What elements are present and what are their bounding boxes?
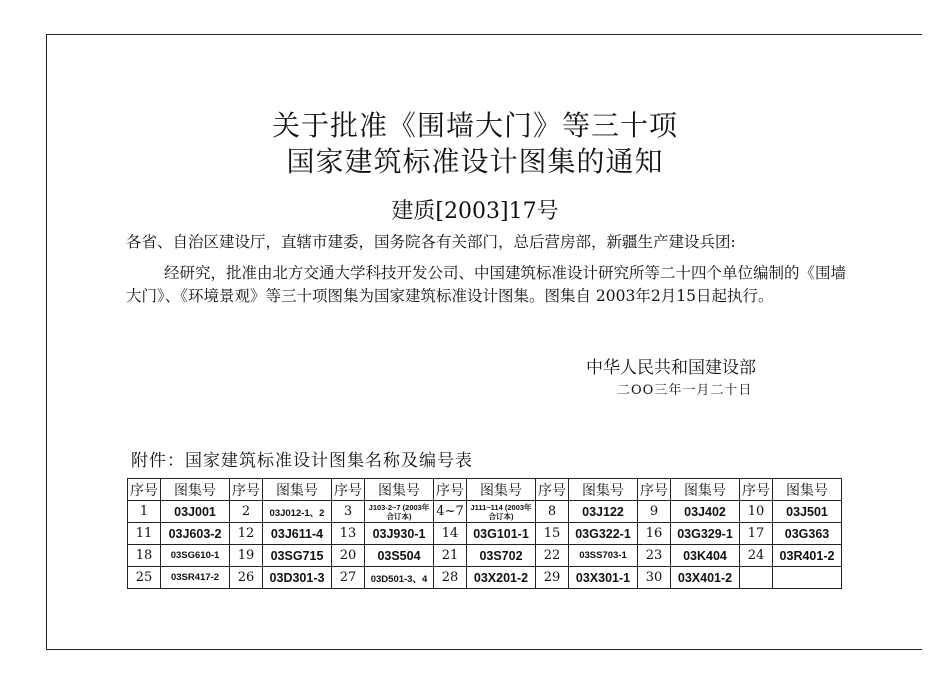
table-header-row — [128, 479, 842, 501]
cell-code: 03J122 — [569, 501, 638, 523]
cell-code: 03J402 — [671, 501, 740, 523]
cell-code: 03J611-4 — [263, 523, 332, 545]
cell-no: 13 — [332, 523, 365, 545]
header-code: 图集号 — [773, 479, 842, 501]
cell-no: 4~7 — [434, 501, 467, 523]
cell-code: 03SR417-2 — [161, 567, 230, 589]
cell-no: 12 — [230, 523, 263, 545]
header-code: 图集号 — [569, 479, 638, 501]
cell-no — [740, 567, 773, 589]
cell-code: 03X301-1 — [569, 567, 638, 589]
cell-code: 03SG715 — [263, 545, 332, 567]
table-row — [128, 567, 842, 589]
header-no: 序号 — [332, 479, 365, 501]
header-no: 序号 — [536, 479, 569, 501]
cell-code: 03J501 — [773, 501, 842, 523]
cell-code: 03SS703-1 — [569, 545, 638, 567]
cell-no: 20 — [332, 545, 365, 567]
cell-code: 03X201-2 — [467, 567, 536, 589]
table-row — [128, 545, 842, 567]
header-no: 序号 — [638, 479, 671, 501]
cell-no: 22 — [536, 545, 569, 567]
header-code: 图集号 — [161, 479, 230, 501]
cell-code: 03X401-2 — [671, 567, 740, 589]
header-no: 序号 — [230, 479, 263, 501]
cell-no: 10 — [740, 501, 773, 523]
title-line-1: 关于批准《围墙大门》等三十项 — [271, 109, 678, 142]
cell-no: 29 — [536, 567, 569, 589]
cell-code — [773, 567, 842, 589]
cell-no: 9 — [638, 501, 671, 523]
cell-no: 23 — [638, 545, 671, 567]
notice-body: 经研究，批准由北方交通大学科技开发公司、中国建筑标准设计研究所等二十四个单位编制的《围墙大门》、《环境景观》等三十项图集为国家建筑标准设计图集。图集自 2003年2月15日起执行。 — [126, 264, 847, 305]
header-code: 图集号 — [671, 479, 740, 501]
header-no: 序号 — [128, 479, 161, 501]
table-row — [128, 501, 842, 523]
cell-no: 14 — [434, 523, 467, 545]
cell-no: 16 — [638, 523, 671, 545]
header-code: 图集号 — [467, 479, 536, 501]
cell-no: 19 — [230, 545, 263, 567]
cell-code: J111~114 (2003年合订本) — [467, 501, 536, 523]
cell-code: 03J001 — [161, 501, 230, 523]
addressees: 各省、自治区建设厅，直辖市建委，国务院各有关部门，总后营房部，新疆生产建设兵团: — [126, 233, 736, 251]
header-code: 图集号 — [263, 479, 332, 501]
cell-no: 25 — [128, 567, 161, 589]
cell-no: 1 — [128, 501, 161, 523]
cell-code: 03G329-1 — [671, 523, 740, 545]
cell-no: 2 — [230, 501, 263, 523]
header-code: 图集号 — [365, 479, 434, 501]
issue-date: 二OO三年一月二十日 — [617, 383, 753, 398]
cell-code: 03G363 — [773, 523, 842, 545]
cell-code: 03K404 — [671, 545, 740, 567]
cell-no: 15 — [536, 523, 569, 545]
table-row — [128, 523, 842, 545]
cell-code: 03R401-2 — [773, 545, 842, 567]
attachment-title: 附件：国家建筑标准设计图集名称及编号表 — [131, 451, 473, 471]
cell-code: 03G101-1 — [467, 523, 536, 545]
cell-code: 03J012-1、2 — [263, 501, 332, 523]
cell-code: 03J930-1 — [365, 523, 434, 545]
cell-no: 18 — [128, 545, 161, 567]
cell-no: 3 — [332, 501, 365, 523]
cell-code: 03S702 — [467, 545, 536, 567]
cell-no: 26 — [230, 567, 263, 589]
title-line-2: 国家建筑标准设计图集的通知 — [286, 145, 664, 178]
cell-code: 03G322-1 — [569, 523, 638, 545]
document-number: 建质[2003]17号 — [391, 199, 559, 224]
cell-code: 03S504 — [365, 545, 434, 567]
cell-no: 11 — [128, 523, 161, 545]
cell-no: 17 — [740, 523, 773, 545]
cell-no: 24 — [740, 545, 773, 567]
cell-code: 03D301-3 — [263, 567, 332, 589]
cell-no: 27 — [332, 567, 365, 589]
cell-no: 28 — [434, 567, 467, 589]
cell-no: 30 — [638, 567, 671, 589]
issuer: 中华人民共和国建设部 — [586, 358, 756, 378]
header-no: 序号 — [740, 479, 773, 501]
header-no: 序号 — [434, 479, 467, 501]
atlas-index-table — [127, 478, 842, 589]
cell-no: 21 — [434, 545, 467, 567]
cell-no: 8 — [536, 501, 569, 523]
cell-code: 03SG610-1 — [161, 545, 230, 567]
cell-code: J103-2~7 (2003年合订本) — [365, 501, 434, 523]
cell-code: 03D501-3、4 — [365, 567, 434, 589]
cell-code: 03J603-2 — [161, 523, 230, 545]
